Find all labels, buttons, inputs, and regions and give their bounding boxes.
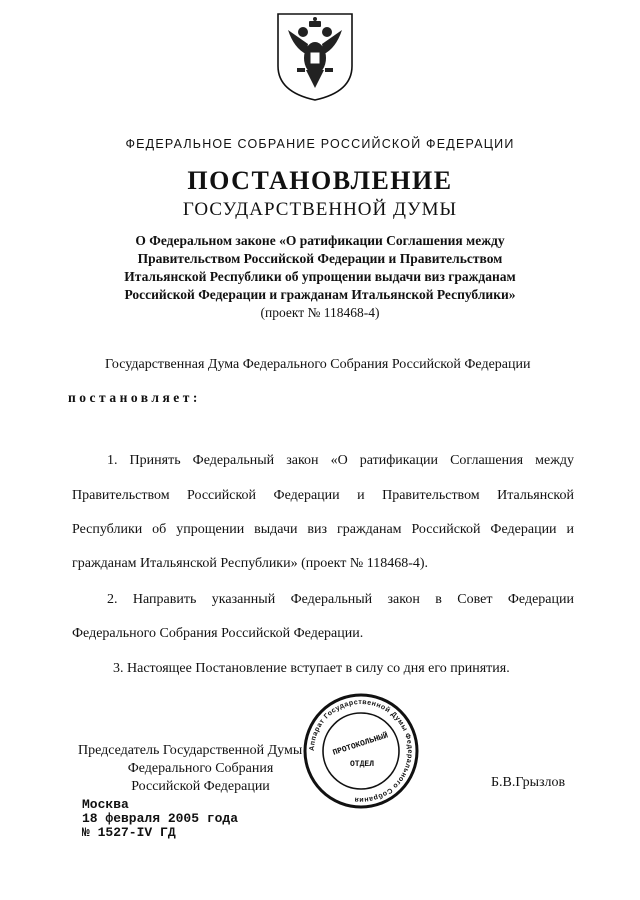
paragraph-2-line: Федерального Собрания Российской Федерации. (72, 626, 364, 641)
paragraph-2-line: 2. Направить указанный Федеральный закон в Совет Федерации (107, 592, 574, 607)
assembly-heading: ФЕДЕРАЛЬНОЕ СОБРАНИЕ РОССИЙСКОЙ ФЕДЕРАЦИИ (125, 137, 515, 151)
position-line: Российской Федерации (131, 779, 270, 794)
law-title-line: Российской Федерации и гражданам Итальянской Республики» (124, 287, 516, 302)
law-title-line: Правительством Российской Федерации и Правительством (137, 251, 503, 266)
document-title: ПОСТАНОВЛЕНИЕ (187, 166, 453, 195)
position-line: Председатель Государственной Думы (78, 743, 303, 758)
law-title-line: Итальянской Республики об упрощении выдачи виз гражданам (124, 269, 516, 284)
coat-of-arms-emblem (270, 8, 360, 104)
paragraph-3: 3. Настоящее Постановление вступает в силу со дня его принятия. (113, 661, 510, 676)
law-title-line: О Федеральном законе «О ратификации Соглашения между (135, 233, 505, 248)
paragraph-1-line: Республики об упрощении выдачи виз гражданам Российской Федерации и (72, 522, 574, 537)
document-footer (82, 798, 238, 840)
paragraph-1-line: Правительством Российской Федерации и Правительством Итальянской (72, 488, 574, 503)
resolves-word: постановляет: (68, 390, 201, 405)
signatory-name: Б.В.Грызлов (491, 775, 566, 790)
footer-date: 18 февраля 2005 года (82, 811, 239, 826)
footer-city: Москва (82, 797, 129, 812)
official-seal-stamp (302, 692, 420, 810)
seal-icon (302, 692, 420, 810)
paragraph-1-line: 1. Принять Федеральный закон «О ратификации Соглашения между (107, 453, 574, 468)
seal-ring-text: Аппарат Государственной Думы Федерального Собрания (308, 698, 414, 804)
law-title (0, 232, 640, 304)
preamble: Государственная Дума Федерального Собрания Российской Федерации (105, 357, 531, 372)
double-headed-eagle-icon (270, 8, 360, 104)
footer-number: № 1527-IV ГД (82, 825, 176, 840)
svg-text:Аппарат Государственной Думы Ф (309, 699, 413, 803)
seal-center-bottom: ОТДЕЛ (349, 760, 375, 769)
project-number: (проект № 118468-4) (260, 305, 380, 320)
document-subtitle: ГОСУДАРСТВЕННОЙ ДУМЫ (182, 199, 458, 220)
position-line: Федерального Собрания (127, 761, 274, 776)
paragraph-1-line: гражданам Итальянской Республики» (проект № 118468-4). (72, 556, 429, 571)
seal-center-top: ПРОТОКОЛЬНЫЙ (331, 731, 390, 758)
